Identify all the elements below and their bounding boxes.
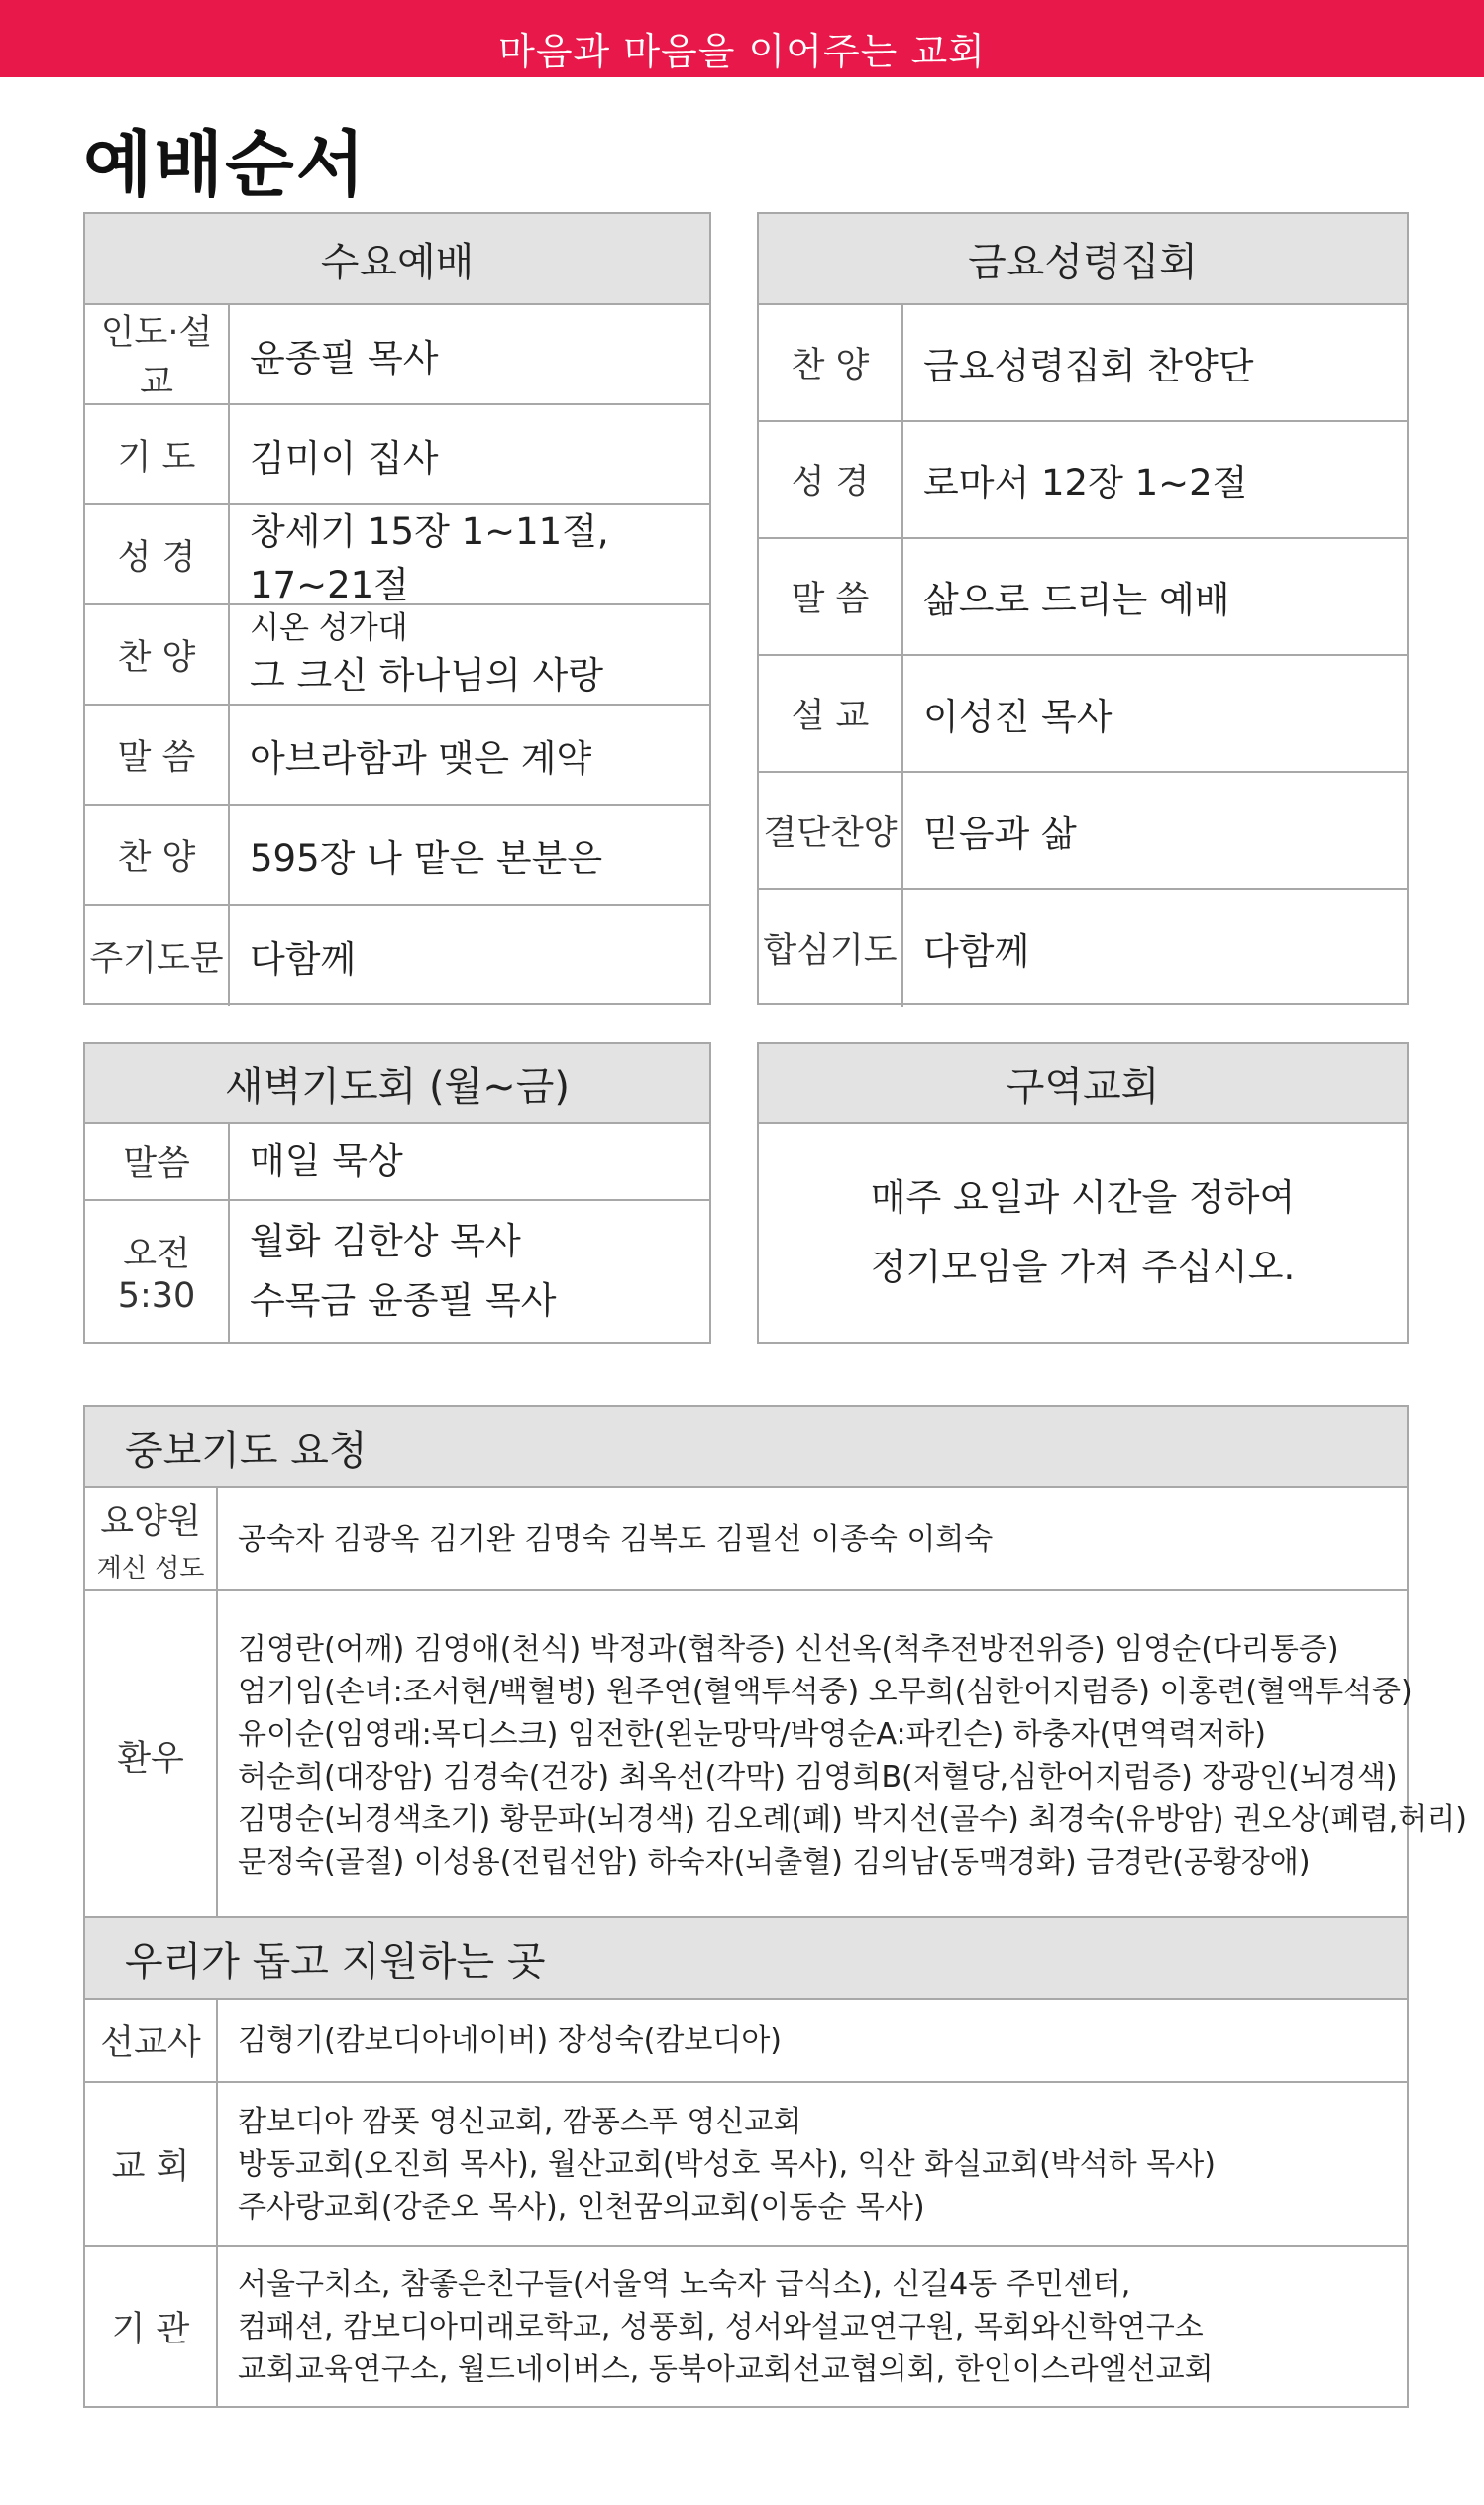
friday-service-title: 금요성령집회 [759,214,1407,305]
row-value: 다함께 [250,937,357,981]
district-notice-line: 정기모임을 가져 주십시오. [870,1246,1296,1288]
row-value: 윤종필 목사 [250,336,439,380]
district-church-box [757,1042,1409,1344]
prayer-request-table [83,1405,1467,1922]
dawn-prayer-title: 새벽기도회 (월~금) [85,1044,709,1124]
table-row [759,539,1407,656]
wednesday-service-title: 수요예배 [85,214,709,305]
row-value: 월화 김한상 목사 [250,1220,521,1262]
table-row [85,605,709,706]
row-value: 김명순(뇌경색초기) 황문파(뇌경색) 김오례(폐) 박지선(골수) 최경숙(유방암) 권오상(폐렴,허리) [238,1802,1467,1837]
row-value: 수목금 윤종필 목사 [250,1279,557,1322]
table-row [85,1124,709,1201]
row-value: 엄기임(손녀:조서현/백혈병) 원주연(혈액투석중) 오무희(심한어지럼증) 이홍련(혈액투석중) [238,1675,1413,1709]
table-row [85,1488,1407,1591]
row-label: 말 씀 [85,706,230,804]
row-value: 금요성령집회 찬양단 [923,345,1254,387]
support-table [83,1916,1409,2408]
wednesday-service-table [83,212,711,1005]
district-church-title: 구역교회 [759,1044,1407,1124]
row-label: 오전 5:30 [85,1201,230,1342]
row-label: 찬 양 [85,605,230,704]
header-banner: 마음과 마음을 이어주는 교회 [0,0,1484,77]
row-label: 결단찬양 [759,773,903,888]
table-row [85,505,709,605]
table-row [759,305,1407,422]
row-value: 창세기 15장 1~11절, 17~21절 [250,509,609,606]
table-row [85,1201,709,1342]
row-label: 교 회 [85,2083,218,2245]
row-value: 공숙자 김광옥 김기완 김명숙 김복도 김필선 이종숙 이희숙 [238,1521,994,1557]
row-value: 로마서 12장 1~2절 [923,462,1248,504]
row-value: 이성진 목사 [923,696,1113,738]
table-row [759,656,1407,773]
table-row [85,706,709,806]
row-value: 삶으로 드리는 예배 [923,579,1230,621]
row-label: 주기도문 [85,906,230,1006]
row-value: 매일 묵상 [250,1140,403,1182]
row-label-main: 요양원 [100,1501,201,1542]
table-row [85,906,709,1006]
friday-service-table [757,212,1409,1005]
row-value: 문정숙(골절) 이성용(전립선암) 하숙자(뇌출혈) 김의남(동맥경화) 금경란(공황장애) [238,1845,1311,1880]
table-row [85,305,709,405]
row-label-sub: 계신 성도 [96,1553,205,1583]
page-title: 예배순서 [83,123,368,206]
table-row [85,2083,1407,2247]
row-value: 방동교회(오진희 목사), 월산교회(박성호 목사), 익산 화실교회(박석하 목사) [238,2146,1216,2182]
row-value: 그 크신 하나님의 사랑 [250,653,603,697]
row-value: 김형기(캄보디아네이버) 장성숙(캄보디아) [238,2022,783,2058]
district-notice-line: 매주 요일과 시간을 정하여 [870,1176,1296,1219]
prayer-request-title: 중보기도 요청 [85,1407,1407,1488]
table-row [85,2000,1407,2083]
row-value: 김영란(어깨) 김영애(천식) 박정과(협착증) 신선옥(척추전방전위증) 임영순(다리통증) [238,1632,1339,1667]
row-label: 기 관 [85,2247,218,2406]
table-row [85,1591,1467,1920]
row-label: 합심기도 [759,890,903,1007]
support-title: 우리가 돕고 지원하는 곳 [85,1918,1407,2000]
row-value: 김미이 집사 [250,436,439,480]
table-row [759,422,1407,539]
row-label: 말 씀 [759,539,903,654]
row-value: 595장 나 맡은 본분은 [250,836,603,880]
row-value: 교회교육연구소, 월드네이버스, 동북아교회선교협의회, 한인이스라엘선교회 [238,2351,1214,2387]
row-label [85,1488,218,1589]
row-value: 유이순(임영래:목디스크) 임전한(왼눈망막/박영순A:파킨슨) 하충자(면역력저하) [238,1717,1266,1752]
dawn-prayer-table [83,1042,711,1344]
row-value: 캄보디아 깜폿 영신교회, 깜퐁스푸 영신교회 [238,2104,802,2139]
choir-name: 시온 성가대 [250,609,408,646]
row-label: 찬 양 [759,305,903,420]
row-value: 컴패션, 캄보디아미래로학교, 성풍회, 성서와설교연구원, 목회와신학연구소 [238,2309,1204,2344]
table-row [759,890,1407,1007]
row-value: 믿음과 삶 [923,813,1077,855]
row-value: 주사랑교회(강준오 목사), 인천꿈의교회(이동순 목사) [238,2189,925,2225]
row-label: 환우 [85,1591,218,1920]
table-row [85,2247,1407,2406]
row-label: 인도·설교 [85,305,230,403]
table-row [759,773,1407,890]
table-row [85,405,709,505]
row-value: 허순희(대장암) 김경숙(건강) 최옥선(각막) 김영희B(저혈당,심한어지럼증) 장광인(뇌경색) [238,1760,1398,1795]
row-value: 아브라함과 맺은 계약 [250,736,592,780]
row-label: 설 교 [759,656,903,771]
row-label: 기 도 [85,405,230,503]
row-value: 서울구치소, 참좋은친구들(서울역 노숙자 급식소), 신길4동 주민센터, [238,2266,1131,2302]
table-row [85,806,709,906]
row-label: 성 경 [759,422,903,537]
row-label: 찬 양 [85,806,230,904]
row-label: 말씀 [85,1124,230,1199]
row-value: 다함께 [923,930,1030,973]
row-label: 선교사 [85,2000,218,2081]
row-label: 성 경 [85,505,230,603]
